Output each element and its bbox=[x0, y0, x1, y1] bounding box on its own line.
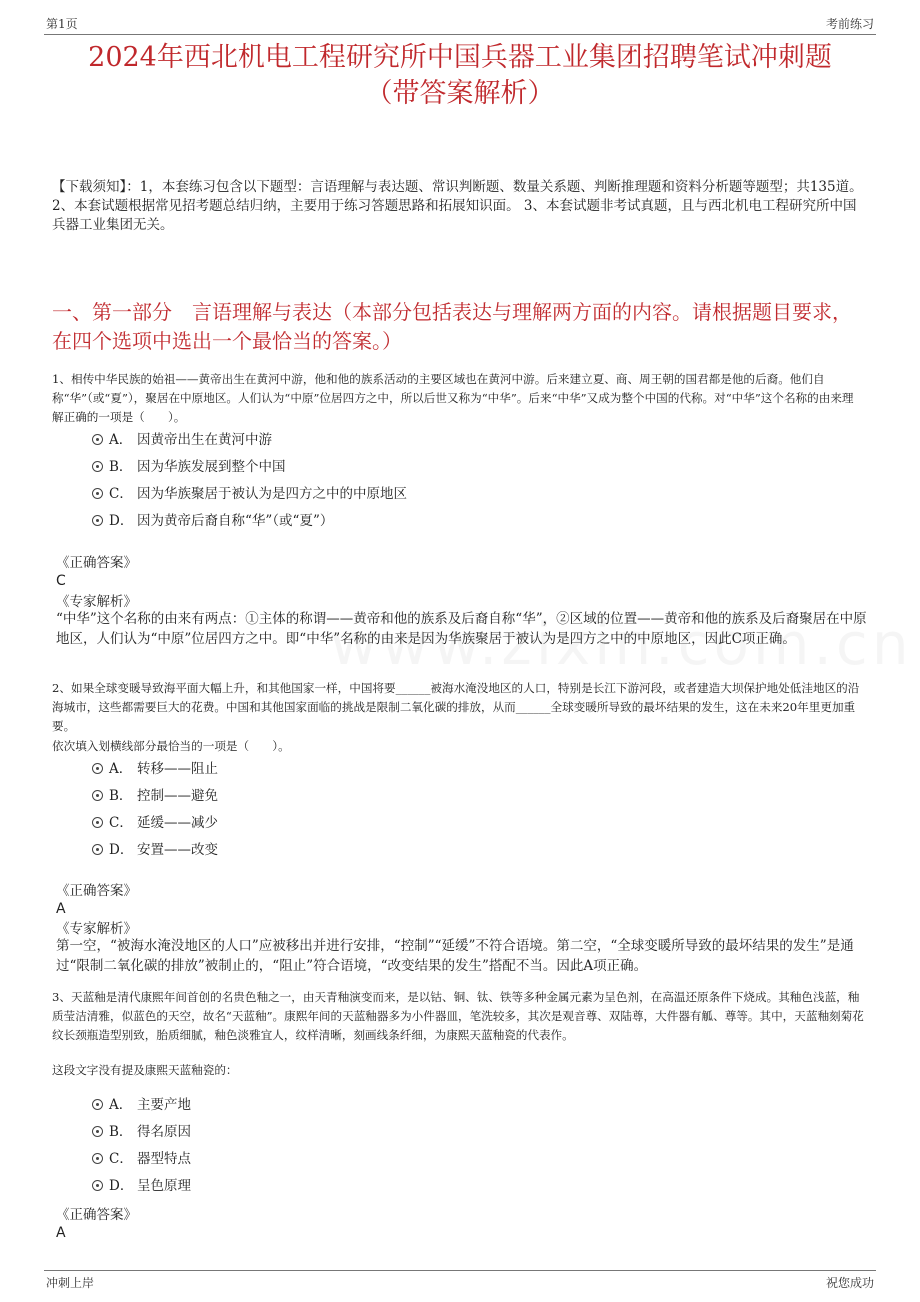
question-2-option-d[interactable]: D． 安置——改变 bbox=[92, 841, 218, 859]
radio-icon[interactable] bbox=[92, 1099, 103, 1110]
question-3-option-c[interactable]: C． 器型特点 bbox=[92, 1150, 191, 1168]
question-2-analysis: 第一空，“被海水淹没地区的人口”应被移出并进行安排，“控制”“延缓”不符合语境。第二空，“全球变暖所导致的最坏结果的发生”是通过“限制二氧化碳的排放”被制止的，“阻止”符合语境，“改变结果的发生”搭配不当。因此A项正确。 bbox=[56, 938, 854, 974]
answer-label: 《正确答案》 bbox=[56, 1207, 137, 1223]
question-3-answer: A bbox=[56, 1225, 66, 1241]
title-line-1: 2024年西北机电工程研究所中国兵器工业集团招聘笔试冲刺题 bbox=[88, 42, 832, 73]
question-2-option-c[interactable]: C． 延缓——减少 bbox=[92, 814, 218, 832]
footer-right-text: 祝您成功 bbox=[825, 1276, 874, 1290]
question-1-option-a[interactable]: A． 因黄帝出生在黄河中游 bbox=[92, 431, 272, 449]
question-2-prompt: 依次填入划横线部分最恰当的一项是（ ）。 bbox=[52, 739, 290, 753]
question-3-stem: 3、天蓝釉是清代康熙年间首创的名贵色釉之一，由天青釉演变而来，是以钴、铜、钛、铁等多种金属元素为呈色剂，在高温还原条件下烧成。其釉色浅蓝，釉质莹洁清雅，似蓝色的天空，故名“天蓝釉”。康熙年间的天蓝釉器多为小件器皿，笔洗较多，其次是观音尊、双陆尊，大件器有觚、尊等。其中，天蓝釉刻菊花纹长颈瓶造型别致，胎质细腻，釉色淡雅宜人，纹样清晰，刻画线条纤细，为康熙天蓝釉瓷的代表作。 bbox=[52, 990, 864, 1042]
question-2-answer: A bbox=[56, 901, 66, 917]
analysis-label: 《专家解析》 bbox=[56, 921, 137, 937]
radio-icon[interactable] bbox=[92, 1126, 103, 1137]
footer-left-text: 冲刺上岸 bbox=[46, 1276, 95, 1290]
radio-icon[interactable] bbox=[92, 790, 103, 801]
question-1-option-d[interactable]: D． 因为黄帝后裔自称“华”（或“夏”） bbox=[92, 512, 333, 530]
radio-icon[interactable] bbox=[92, 1153, 103, 1164]
question-1-analysis: “中华”这个名称的由来有两点：①主体的称谓——黄帝和他的族系及后裔自称“华”，②区域的位置——黄帝和他的族系及后裔聚居在中原地区，人们认为“中原”位居四方之中。即“中华”名称的由来是因为华族聚居于被认为是四方之中的中原地区，因此C项正确。 bbox=[56, 611, 867, 647]
question-1-option-b[interactable]: B． 因为华族发展到整个中国 bbox=[92, 458, 286, 476]
radio-icon[interactable] bbox=[92, 1180, 103, 1191]
page-header bbox=[44, 12, 876, 35]
analysis-label: 《专家解析》 bbox=[56, 594, 137, 610]
radio-icon[interactable] bbox=[92, 434, 103, 445]
answer-label: 《正确答案》 bbox=[56, 883, 137, 899]
answer-label: 《正确答案》 bbox=[56, 555, 137, 571]
question-2-option-a[interactable]: A． 转移——阻止 bbox=[92, 760, 218, 778]
page-title bbox=[40, 40, 880, 112]
question-3-prompt: 这段文字没有提及康熙天蓝釉瓷的： bbox=[52, 1063, 238, 1077]
page-footer bbox=[44, 1270, 876, 1293]
radio-icon[interactable] bbox=[92, 515, 103, 526]
radio-icon[interactable] bbox=[92, 763, 103, 774]
radio-icon[interactable] bbox=[92, 817, 103, 828]
header-tag: 考前练习 bbox=[825, 17, 874, 31]
radio-icon[interactable] bbox=[92, 844, 103, 855]
radio-icon[interactable] bbox=[92, 461, 103, 472]
section-title: 一、第一部分 言语理解与表达（本部分包括表达与理解两方面的内容。请根据题目要求，在四个选项中选出一个最恰当的答案。） bbox=[52, 300, 852, 353]
question-3-option-b[interactable]: B． 得名原因 bbox=[92, 1123, 191, 1141]
question-2-stem: 2、如果全球变暖导致海平面大幅上升，和其他国家一样，中国将要______被海水淹没地区的人口，特别是长江下游河段，或者建造大坝保护地处低洼地区的沿海城市，这些都需要巨大的花费。中国和其他国家面临的挑战是限制二氧化碳的排放，从而______全球变暖所导致的最坏结果的发生，这在未来20年里更加重要。 bbox=[52, 681, 860, 733]
question-1-answer: C bbox=[56, 573, 66, 589]
question-1-stem: 1、相传中华民族的始祖——黄帝出生在黄河中游，他和他的族系活动的主要区域也在黄河中游。后来建立夏、商、周王朝的国君都是他的后裔。他们自称“华”（或“夏”），聚居在中原地区。人们认为“中原”位居四方之中，所以后世又称为“中华”。后来“中华”又成为整个中国的代称。对“中华”这个名称的由来理解正确的一项是（ ）。 bbox=[52, 372, 854, 424]
page-number: 第1页 bbox=[46, 17, 78, 31]
question-1-option-c[interactable]: C． 因为华族聚居于被认为是四方之中的中原地区 bbox=[92, 485, 407, 503]
download-notice: 【下载须知】：1，本套练习包含以下题型：言语理解与表达题、常识判断题、数量关系题、判断推理题和资料分析题等题型；共135道。 2、本套试题根据常见招考题总结归纳，主要用于练习答题思路和拓展知识面。 3、本套试题非考试真题，且与西北机电工程研究所中国兵器工业集团无关。 bbox=[52, 179, 863, 233]
question-3-option-d[interactable]: D． 呈色原理 bbox=[92, 1177, 191, 1195]
title-line-2: （带答案解析） bbox=[365, 78, 555, 109]
question-2-option-b[interactable]: B． 控制——避免 bbox=[92, 787, 218, 805]
question-3-option-a[interactable]: A． 主要产地 bbox=[92, 1096, 191, 1114]
radio-icon[interactable] bbox=[92, 488, 103, 499]
